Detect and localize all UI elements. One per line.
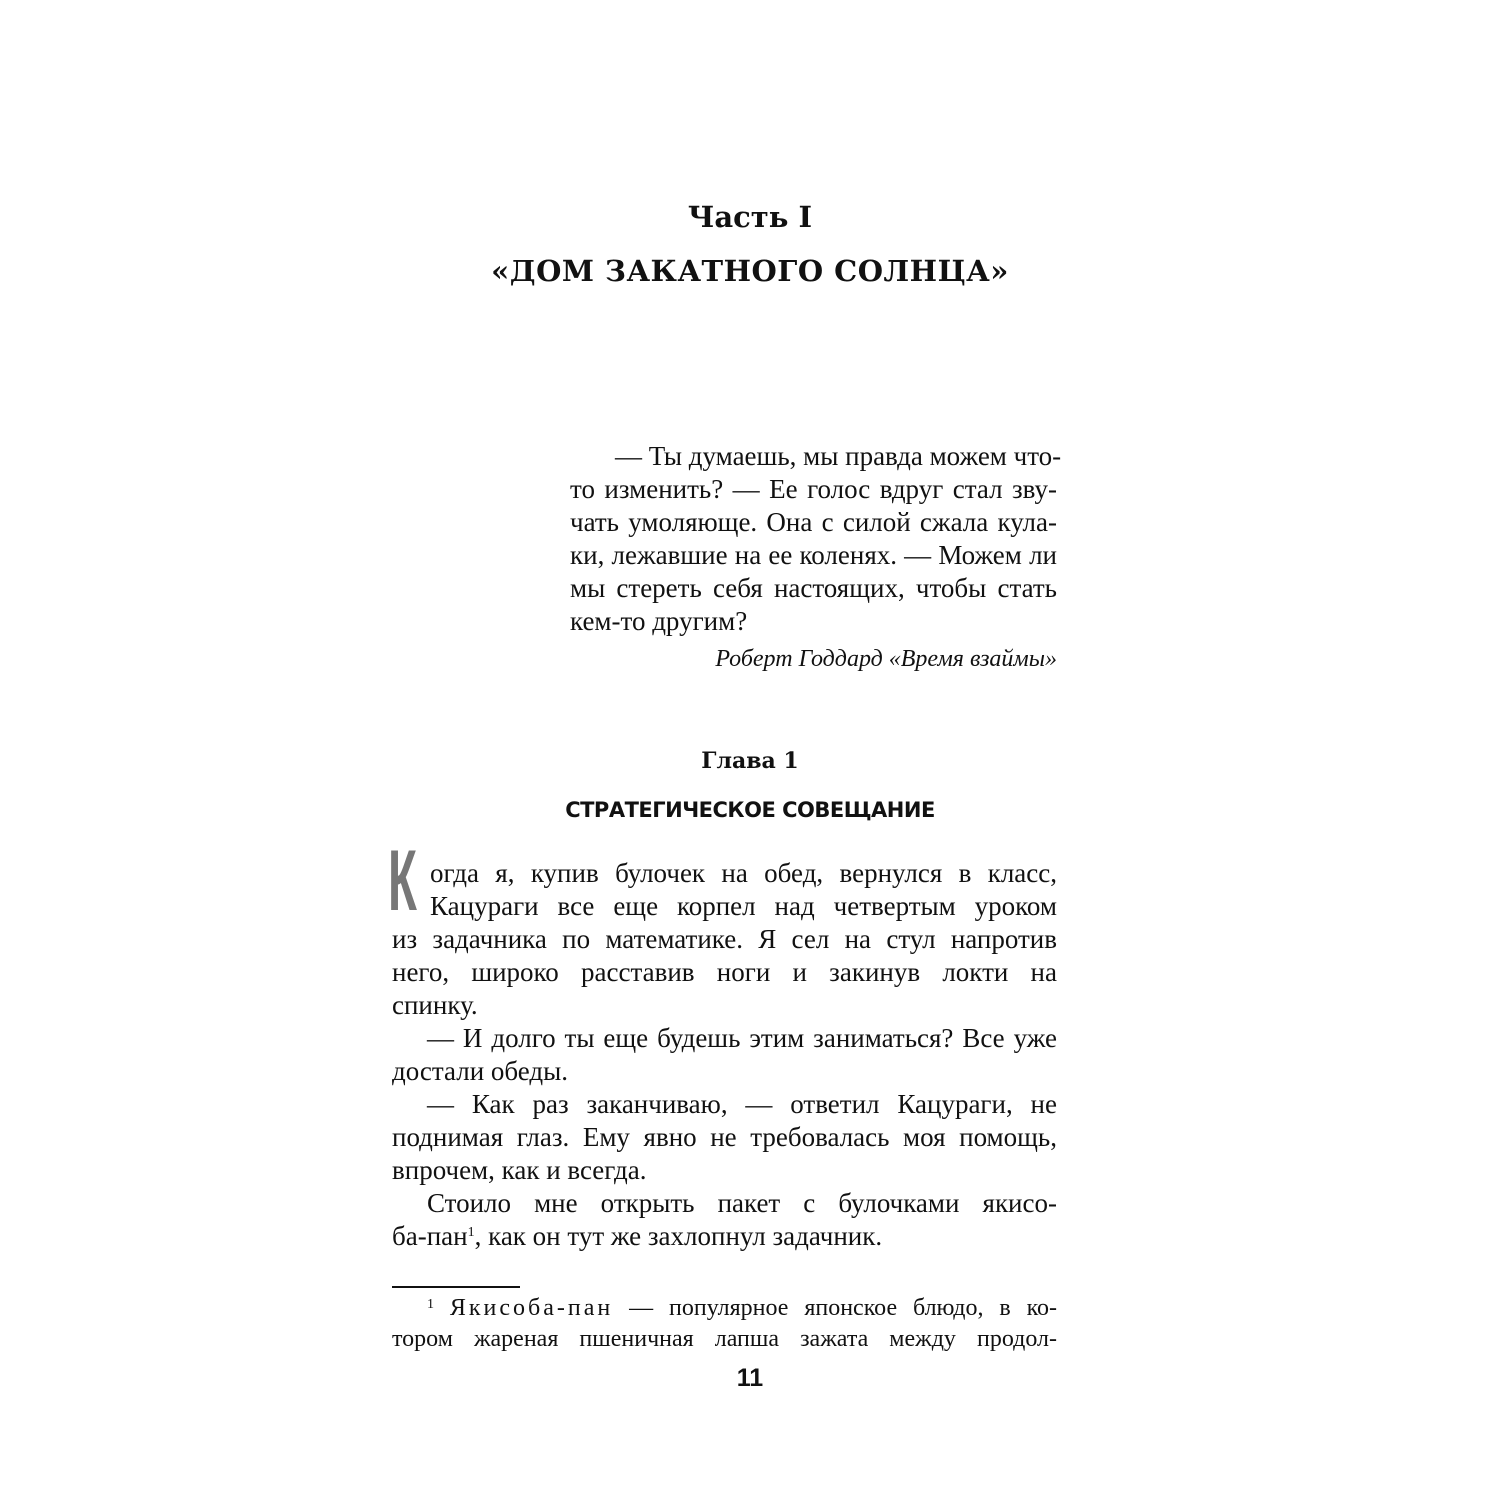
- drop-cap: К: [388, 833, 417, 929]
- epigraph-line: мы стереть себя настоящих, чтобы стать: [570, 573, 1057, 603]
- epigraph-line: ки, лежавшие на ее коленях. — Можем ли: [570, 540, 1057, 570]
- footnote-reference[interactable]: 1: [467, 1225, 475, 1240]
- body-line: — Как раз заканчиваю, — ответил Кацураги, не: [427, 1089, 1057, 1119]
- body-line: [392, 1220, 1057, 1253]
- body-line: него, широко расставив ноги и закинув локти на: [392, 957, 1057, 987]
- body-text-span: , как он тут же захлопнул задачник.: [474, 1221, 883, 1251]
- body-line: Стоило мне открыть пакет с булочками якисо-: [427, 1188, 1057, 1218]
- footnote-marker: 1: [427, 1297, 434, 1312]
- body-line: впрочем, как и всегда.: [392, 1155, 647, 1185]
- footnote-line: тором жареная пшеничная лапша зажата между продол-: [392, 1326, 1057, 1352]
- body-line: поднимая глаз. Ему явно не требовалась моя помощь,: [392, 1122, 1057, 1152]
- footnote-line: [427, 1293, 1057, 1324]
- chapter-title: СТРАТЕГИЧЕСКОЕ СОВЕЩАНИЕ: [565, 798, 935, 822]
- body-text-span: ба-пан: [392, 1221, 468, 1251]
- footnote-text: — популярное японское блюдо, в ко-: [613, 1295, 1058, 1321]
- body-line: — И долго ты еще будешь этим заниматься? Все уже: [427, 1023, 1057, 1053]
- footnote-divider: [392, 1286, 520, 1288]
- part-label: Часть I: [687, 200, 813, 234]
- page-number: 11: [736, 1364, 764, 1392]
- epigraph-line: чать умоляюще. Она с силой сжала кула-: [570, 507, 1057, 537]
- body-line: Кацураги все еще корпел над четвертым уроком: [430, 891, 1057, 921]
- body-line: из задачника по математике. Я сел на стул напротив: [392, 924, 1057, 954]
- chapter-label: Глава 1: [701, 748, 799, 774]
- epigraph-line: кем-то другим?: [570, 606, 748, 636]
- part-title: «ДОМ ЗАКАТНОГО СОЛНЦА»: [491, 254, 1009, 288]
- body-line: достали обеды.: [392, 1056, 569, 1086]
- body-line: спинку.: [392, 990, 478, 1020]
- body-line: огда я, купив булочек на обед, вернулся в класс,: [430, 858, 1057, 888]
- footnote-term: Якисоба-пан: [449, 1295, 614, 1321]
- epigraph-line: то изменить? — Ее голос вдруг стал зву-: [570, 474, 1057, 504]
- epigraph-line: — Ты думаешь, мы правда можем что-: [615, 441, 1062, 471]
- epigraph-attribution: Роберт Годдард «Время взаймы»: [715, 646, 1057, 672]
